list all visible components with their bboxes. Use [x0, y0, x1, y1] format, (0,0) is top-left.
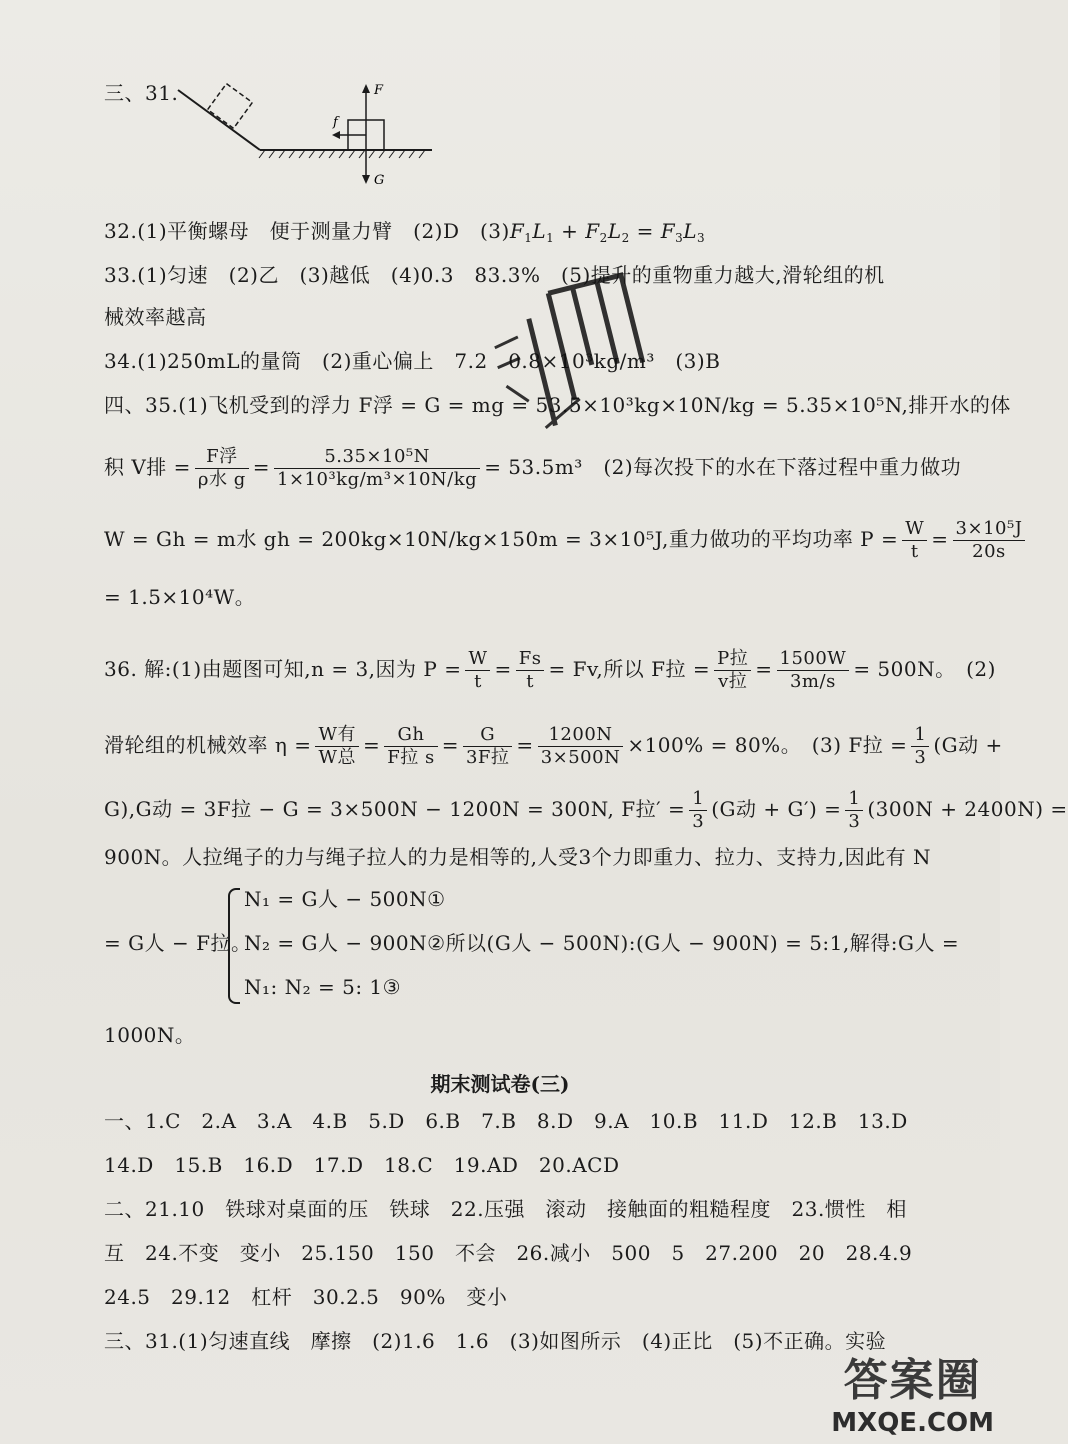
- choice-answers-2: 14.D 15.B 16.D 17.D 18.C 19.AD 20.ACD: [104, 1153, 620, 1177]
- watermark-url: MXQE.COM: [831, 1408, 994, 1438]
- section-title: 期末测试卷(三): [430, 1072, 570, 1096]
- equation-2: N₂ = G人 − 900N②所以(G人 − 500N):(G人 − 900N) = 5:1,解得:G人 =: [244, 931, 960, 955]
- fill-answers-2: 互 24.不变 变小 25.150 150 不会 26.减小 500 5 27.200 20 28.4.9: [104, 1241, 913, 1265]
- q36-forces-text: 900N。人拉绳子的力与绳子拉人的力是相等的,人受3个力即重力、拉力、支持力,因此有 N: [104, 845, 931, 869]
- q36-efficiency: 滑轮组的机械效率 η = $\frac{\text{W有}}{\text{W总}}$ = $\frac{Gh}{\text{F拉 s}}$ = $\frac{G}{\text{3F拉}}$ = $\frac{1200N}{3\times 500N}$ ×100% = 80%。 (3) F拉 = $\frac{1}{3}$ (G动 +: [104, 724, 1003, 768]
- q36-part1: 36. 解:(1)由题图可知,n = 3,因为 P = $\frac{W}{t}$ = $\frac{Fs}{t}$ = Fv,所以 F拉 = $\frac{\text{P拉}}{\text{v拉}}$ = $\frac{1500W}{3m/s}$ = 500N。 (2): [104, 648, 996, 692]
- q36-result: 1000N。: [104, 1023, 196, 1047]
- watermark-logo: 答案圈: [843, 1355, 982, 1406]
- fill-answers-3: 24.5 29.12 杠杆 30.2.5 90% 变小: [104, 1285, 508, 1309]
- q33-answer-cont: 械效率越高: [104, 305, 207, 329]
- q31-label: 三、31.: [104, 81, 179, 105]
- stamp-mark: [470, 270, 670, 450]
- force-label-f: f: [333, 115, 338, 130]
- equation-3: N₁: N₂ = 5: 1③: [244, 975, 402, 999]
- force-label-G: G: [374, 173, 385, 188]
- q33-answer: 33.(1)匀速 (2)乙 (3)越低 (4)0.3 83.3% (5)提升的重物重力越大,滑轮组的机: [104, 263, 885, 287]
- fill-answers-1: 二、21.10 铁球对桌面的压 铁球 22.压强 滚动 接触面的粗糙程度 23.惯性 相: [104, 1197, 907, 1221]
- q35-volume-equation: 积 V排 = $\frac{\text{F浮}}{\text{ρ水 g}}$ = $\frac{\text{5.35×10⁵N}}{\text{1×10³kg/m³×10N/kg}}$ = 53.5m³ (2)每次投下的水在下落过程中重力做功: [104, 446, 962, 490]
- watermark: [831, 1344, 994, 1438]
- q36-part3: G),G动 = 3F拉 − G = 3×500N − 1200N = 300N, F拉′ = $\frac{1}{3}$ (G动 + G′) = $\frac{1}{3}$ (300N + 2400N) =: [104, 788, 1068, 832]
- q32-answer: 32.(1)平衡螺母 便于测量力臂 (2)D $(3)F_1L_1 + F_2L_2 = F_3L_3$: [104, 219, 706, 245]
- q35-power-result: = 1.5×10⁴W。: [104, 585, 256, 609]
- incline-force-diagram: [170, 80, 440, 190]
- choice-answers-1: 一、1.C 2.A 3.A 4.B 5.D 6.B 7.B 8.D 9.A 10.B 11.D 12.B 13.D: [104, 1109, 908, 1133]
- force-label-F: F: [374, 83, 384, 98]
- equation-lead: = G人 − F拉。: [104, 931, 252, 955]
- experiment-answers: 三、31.(1)匀速直线 摩擦 (2)1.6 1.6 (3)如图所示 (4)正比 (5)不正确。实验: [104, 1329, 887, 1353]
- q35-work-equation: W = Gh = m水 gh = 200kg×10N/kg×150m = 3×10⁵J,重力做功的平均功率 P = $\frac{W}{t}$ = $\frac{\text{3×10⁵J}}{20s}$: [104, 518, 1029, 563]
- q35-part1: 四、35.(1)飞机受到的浮力 F浮 = G = mg = 53.5×10³kg×10N/kg = 5.35×10⁵N,排开水的体: [104, 393, 1011, 417]
- q34-answer: 34.(1)250mL的量筒 (2)重心偏上 7.2 0.8×10³kg/m³ (3)B: [104, 349, 721, 373]
- equation-1: N₁ = G人 − 500N①: [244, 887, 446, 911]
